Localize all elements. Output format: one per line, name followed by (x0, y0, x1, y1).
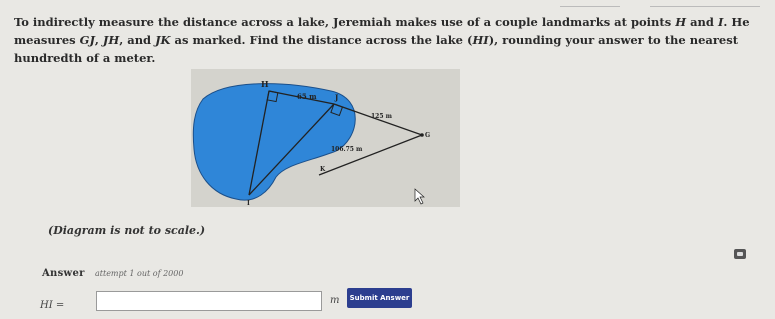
keyboard-icon[interactable] (734, 249, 746, 259)
label-len-JG: 125 m (371, 113, 392, 120)
label-len-JK: 106.75 m (331, 146, 363, 153)
diagram-caption: (Diagram is not to scale.) (48, 224, 206, 237)
answer-unit: m (330, 295, 340, 306)
label-I: I (247, 200, 250, 207)
label-J: J (335, 93, 339, 102)
point-G (420, 133, 424, 137)
attempt-counter: attempt 1 out of 2000 (95, 269, 184, 278)
label-len-HJ: 65 m (297, 92, 317, 101)
top-bar (0, 0, 775, 10)
cursor-pointer-icon (415, 189, 424, 204)
top-divider (650, 0, 760, 7)
submit-answer-button[interactable]: Submit Answer (347, 288, 412, 308)
label-H: H (261, 79, 269, 89)
answer-input[interactable] (96, 291, 322, 311)
answer-prefix: HI = (40, 300, 65, 311)
label-K: K (320, 166, 326, 173)
lake-diagram (191, 69, 460, 207)
label-G: G (425, 132, 431, 139)
top-divider (560, 0, 620, 7)
question-text: To indirectly measure the distance across a lake, Jeremiah makes use of a couple landmarks at points H and I. He measures GJ, JH, and JK as marked. Find the distance across the lake (HI), rounding your answer to the nearest hundredth of a meter. (14, 15, 750, 65)
answer-label: Answer (42, 268, 85, 279)
